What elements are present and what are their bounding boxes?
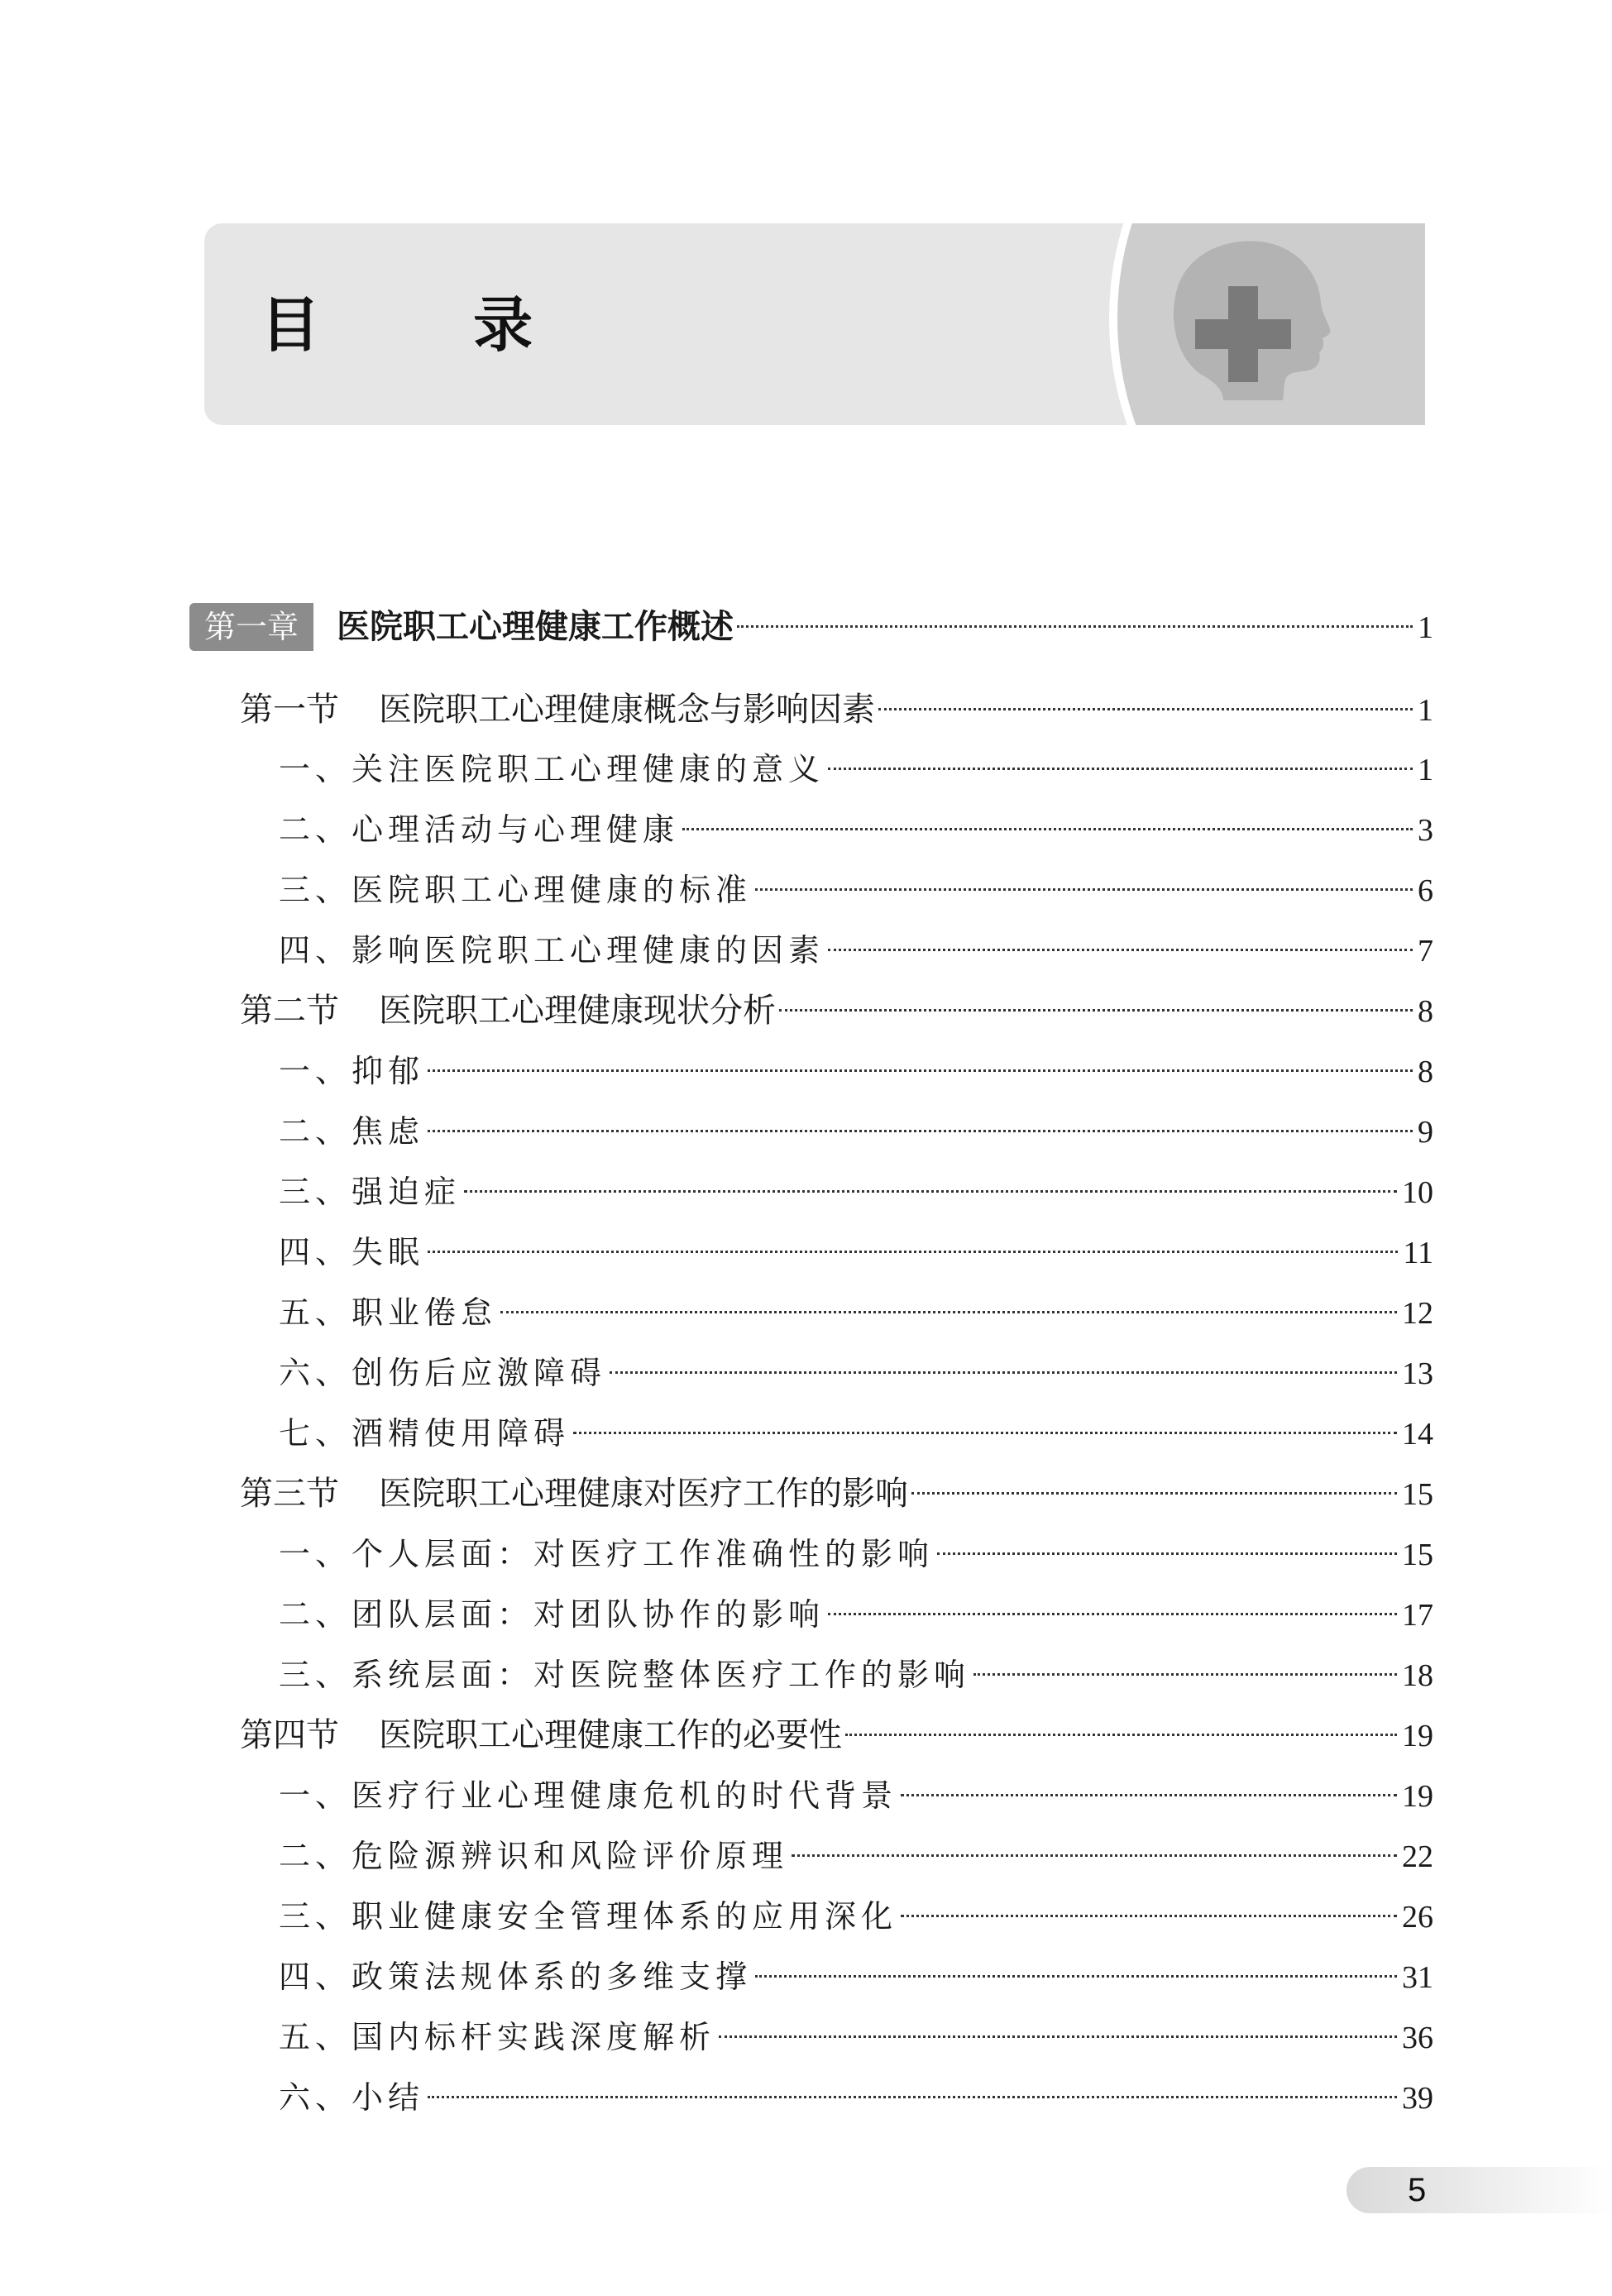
dot-leader	[755, 1975, 1397, 1978]
section-title: 医院职工心理健康概念与影响因素	[379, 691, 875, 729]
dot-leader	[428, 1069, 1413, 1072]
item-title: 四、影响医院职工心理健康的因素	[279, 932, 825, 969]
page-ref: 6	[1418, 873, 1433, 908]
dot-leader	[464, 1190, 1397, 1193]
header-banner	[204, 223, 1425, 425]
head-plus-icon	[1078, 223, 1425, 425]
page-ref: 8	[1418, 994, 1433, 1029]
dot-leader	[682, 828, 1413, 830]
toc-item-row[interactable]	[279, 1952, 1433, 2002]
page-ref: 13	[1402, 1356, 1433, 1391]
section-number: 第二节	[240, 992, 339, 1030]
item-title: 七、酒精使用障碍	[279, 1415, 571, 1452]
page-ref: 1	[1418, 610, 1433, 645]
chapter-title: 医院职工心理健康工作概述	[337, 608, 734, 646]
toc-section-row[interactable]	[240, 986, 1433, 1036]
page-ref: 14	[1402, 1417, 1433, 1452]
toc-item-row[interactable]	[279, 1650, 1433, 1700]
item-title: 二、团队层面：对团队协作的影响	[279, 1596, 825, 1633]
toc-item-row[interactable]	[279, 805, 1433, 854]
dot-leader	[755, 888, 1413, 891]
page-ref: 8	[1418, 1055, 1433, 1089]
toc-item-row[interactable]	[279, 1771, 1433, 1820]
section-title: 医院职工心理健康工作的必要性	[379, 1716, 842, 1754]
item-title: 二、心理活动与心理健康	[279, 811, 680, 848]
section-number: 第三节	[240, 1475, 339, 1513]
page-ref: 31	[1402, 1960, 1433, 1995]
toc-section-row[interactable]	[240, 1710, 1433, 1760]
toc-item-row[interactable]	[279, 2012, 1433, 2062]
toc-item-row[interactable]	[279, 2073, 1433, 2122]
item-title: 一、抑郁	[279, 1053, 425, 1089]
page-ref: 1	[1418, 753, 1433, 787]
dot-leader	[937, 1552, 1397, 1555]
dot-leader	[428, 1251, 1398, 1253]
dot-leader	[719, 2035, 1397, 2038]
item-title: 五、职业倦怠	[279, 1294, 498, 1331]
toc-item-row[interactable]	[279, 1590, 1433, 1639]
dot-leader	[973, 1673, 1397, 1676]
dot-leader	[573, 1432, 1397, 1434]
toc-item-row[interactable]	[279, 744, 1433, 794]
section-number: 第四节	[240, 1716, 339, 1754]
item-title: 六、小结	[279, 2079, 425, 2116]
dot-leader	[901, 1915, 1397, 1917]
item-title: 三、职业健康安全管理体系的应用深化	[279, 1898, 898, 1935]
toc-chapter-row[interactable]	[189, 602, 1433, 652]
page-ref: 26	[1402, 1900, 1433, 1935]
page-number-tab	[1347, 2167, 1612, 2213]
item-title: 二、危险源辨识和风险评价原理	[279, 1838, 789, 1874]
page-ref: 39	[1402, 2081, 1433, 2116]
toc-item-row[interactable]	[279, 1892, 1433, 1941]
page-ref: 12	[1402, 1296, 1433, 1331]
toc-item-row[interactable]	[279, 1348, 1433, 1398]
page-ref: 1	[1418, 693, 1433, 728]
page-ref: 36	[1402, 2021, 1433, 2055]
page-title: 目 录	[261, 290, 600, 360]
dot-leader	[428, 1130, 1413, 1132]
item-title: 一、个人层面：对医疗工作准确性的影响	[279, 1536, 935, 1572]
dot-leader	[737, 625, 1413, 628]
page-ref: 17	[1402, 1598, 1433, 1633]
section-title: 医院职工心理健康对医疗工作的影响	[379, 1475, 908, 1513]
dot-leader	[828, 1613, 1397, 1615]
dot-leader	[792, 1854, 1397, 1857]
page-ref: 19	[1402, 1719, 1433, 1753]
item-title: 四、政策法规体系的多维支撑	[279, 1959, 753, 1995]
page-number: 5	[1408, 2172, 1427, 2208]
dot-leader	[828, 949, 1413, 951]
dot-leader	[828, 768, 1413, 770]
toc-item-row[interactable]	[279, 1409, 1433, 1458]
item-title: 一、医疗行业心理健康危机的时代背景	[279, 1777, 898, 1814]
item-title: 一、关注医院职工心理健康的意义	[279, 751, 825, 787]
dot-leader	[878, 708, 1413, 710]
dot-leader	[901, 1794, 1397, 1796]
page-ref: 18	[1402, 1658, 1433, 1693]
toc-item-row[interactable]	[279, 926, 1433, 975]
dot-leader	[500, 1311, 1397, 1313]
toc-section-row[interactable]	[240, 685, 1433, 734]
toc-item-row[interactable]	[279, 1227, 1433, 1277]
page-ref: 3	[1418, 813, 1433, 848]
item-title: 三、强迫症	[279, 1174, 462, 1210]
dot-leader	[428, 2096, 1397, 2098]
section-number: 第一节	[240, 691, 339, 729]
dot-leader	[610, 1371, 1397, 1374]
dot-leader	[779, 1009, 1413, 1012]
item-title: 四、失眠	[279, 1234, 425, 1270]
toc-item-row[interactable]	[279, 1831, 1433, 1881]
toc-item-row[interactable]	[279, 1529, 1433, 1579]
chapter-badge: 第一章	[189, 603, 313, 651]
item-title: 六、创伤后应激障碍	[279, 1355, 607, 1391]
page-ref: 10	[1402, 1175, 1433, 1210]
page-ref: 19	[1402, 1779, 1433, 1814]
page-ref: 9	[1418, 1115, 1433, 1150]
page-ref: 15	[1402, 1477, 1433, 1512]
toc-section-row[interactable]	[240, 1469, 1433, 1519]
section-title: 医院职工心理健康现状分析	[379, 992, 776, 1030]
toc-item-row[interactable]	[279, 865, 1433, 915]
item-title: 五、国内标杆实践深度解析	[279, 2019, 716, 2055]
toc-item-row[interactable]	[279, 1046, 1433, 1096]
item-title: 二、焦虑	[279, 1113, 425, 1150]
dot-leader	[911, 1492, 1397, 1495]
item-title: 三、系统层面：对医院整体医疗工作的影响	[279, 1657, 971, 1693]
page-ref: 11	[1403, 1236, 1433, 1270]
page-ref: 22	[1402, 1839, 1433, 1874]
item-title: 三、医院职工心理健康的标准	[279, 872, 753, 908]
toc-item-row[interactable]	[279, 1107, 1433, 1156]
toc-item-row[interactable]	[279, 1167, 1433, 1217]
toc-item-row[interactable]	[279, 1288, 1433, 1337]
page-ref: 7	[1418, 934, 1433, 969]
dot-leader	[845, 1734, 1397, 1736]
page-ref: 15	[1402, 1538, 1433, 1572]
